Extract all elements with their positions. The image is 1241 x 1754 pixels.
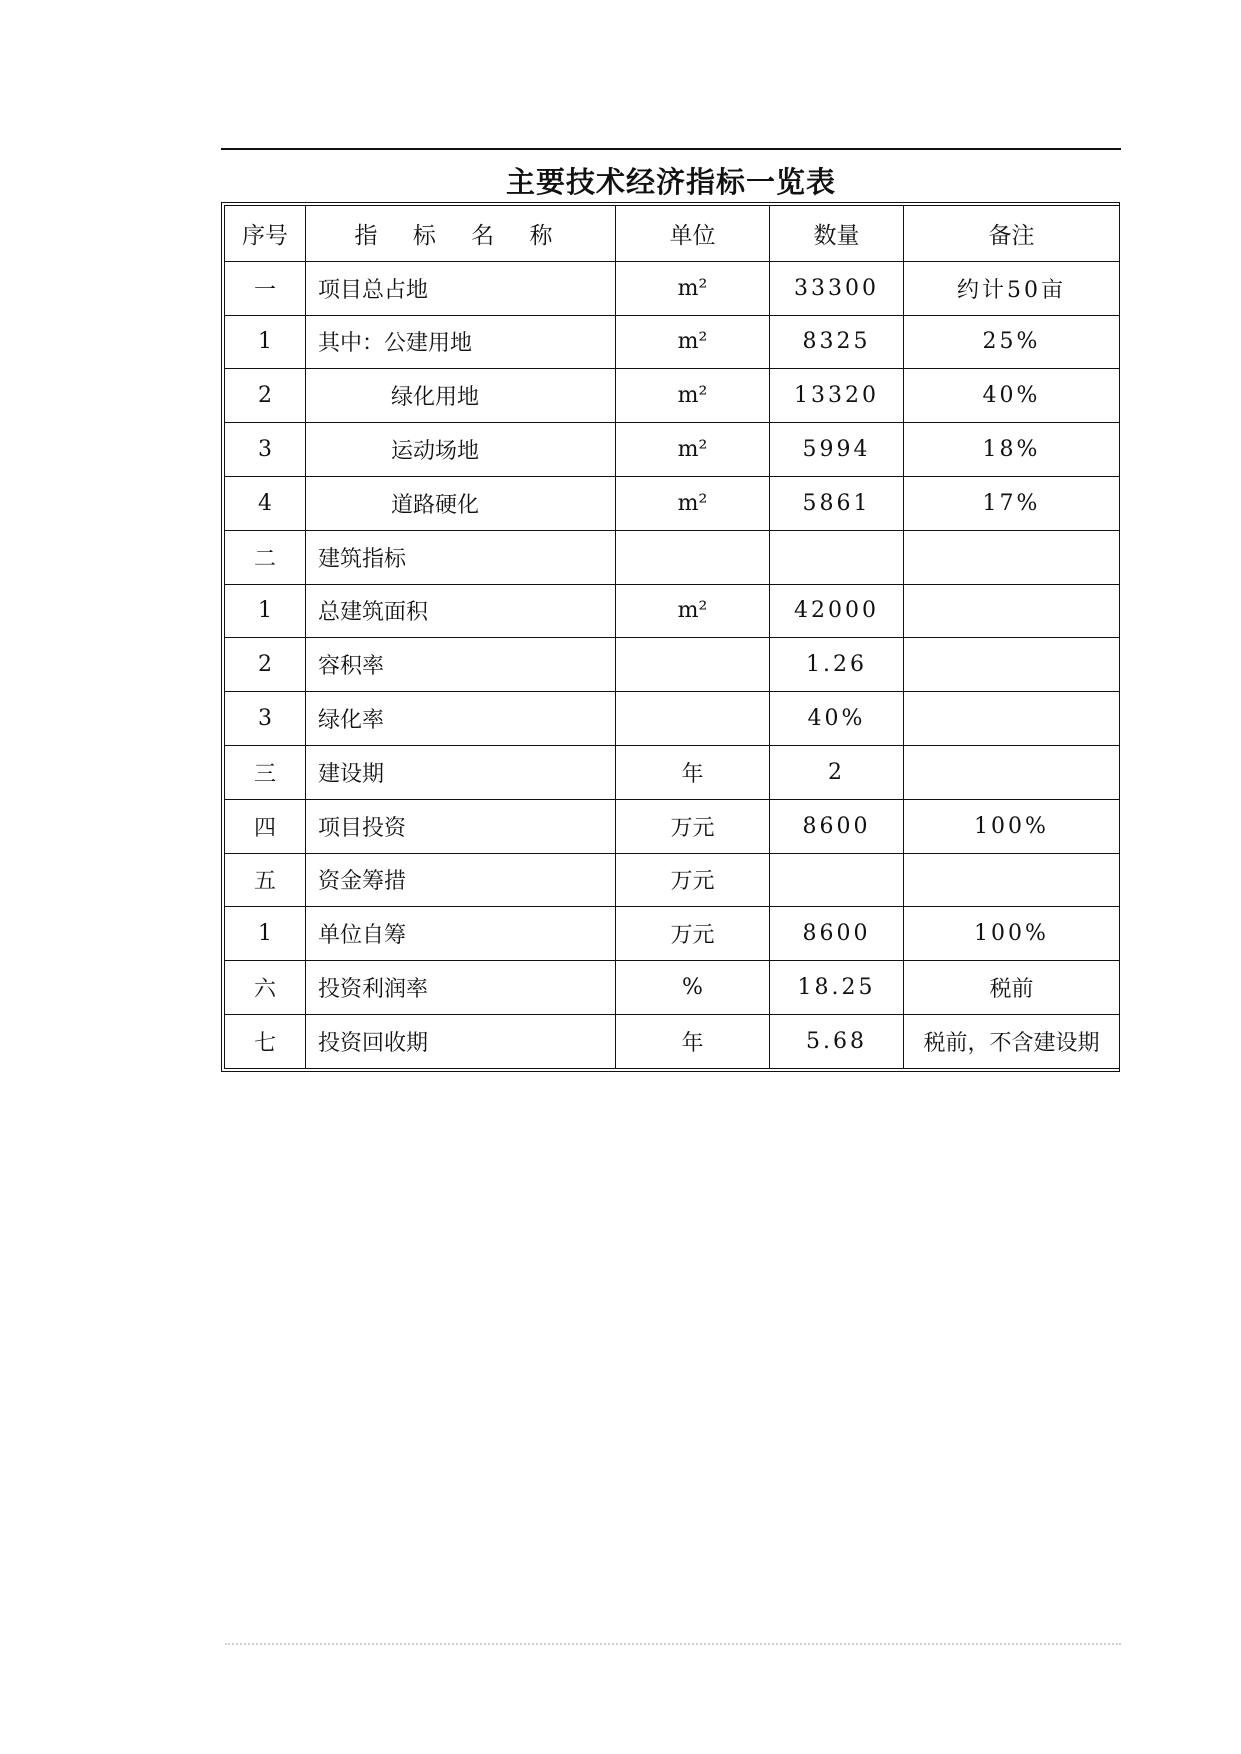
- cell-unit: %: [616, 961, 770, 1015]
- cell-name: 绿化率: [306, 692, 616, 746]
- cell-unit: m²: [616, 315, 770, 369]
- cell-seq: 3: [225, 692, 306, 746]
- cell-qty: 5861: [770, 476, 904, 530]
- cell-note: [904, 530, 1120, 584]
- cell-seq: 四: [225, 799, 306, 853]
- cell-qty: 8325: [770, 315, 904, 369]
- table-row: [225, 799, 1120, 853]
- cell-name: 建设期: [306, 745, 616, 799]
- cell-note: 100%: [904, 799, 1120, 853]
- cell-qty: 5.68: [770, 1014, 904, 1068]
- header-unit: 单位: [616, 206, 770, 262]
- cell-name: 单位自筹: [306, 907, 616, 961]
- table-row: [225, 907, 1120, 961]
- cell-seq: 1: [225, 907, 306, 961]
- cell-seq: 2: [225, 638, 306, 692]
- header-name: 指 标 名 称: [306, 206, 616, 262]
- table-row: [225, 315, 1120, 369]
- cell-seq: 七: [225, 1014, 306, 1068]
- cell-note: 17%: [904, 476, 1120, 530]
- cell-name: 容积率: [306, 638, 616, 692]
- table-row: [225, 1014, 1120, 1068]
- table-row: [225, 584, 1120, 638]
- cell-unit: [616, 692, 770, 746]
- cell-seq: 三: [225, 745, 306, 799]
- cell-unit: m²: [616, 476, 770, 530]
- cell-note: [904, 584, 1120, 638]
- cell-note: 25%: [904, 315, 1120, 369]
- table-header-row: [225, 206, 1120, 262]
- cell-qty: 40%: [770, 692, 904, 746]
- cell-qty: [770, 853, 904, 907]
- cell-seq: 3: [225, 423, 306, 477]
- cell-note: 税前: [904, 961, 1120, 1015]
- cell-unit: m²: [616, 369, 770, 423]
- cell-note: [904, 745, 1120, 799]
- table-row: [225, 853, 1120, 907]
- cell-seq: 2: [225, 369, 306, 423]
- cell-unit: 万元: [616, 907, 770, 961]
- cell-note: 40%: [904, 369, 1120, 423]
- cell-qty: 5994: [770, 423, 904, 477]
- table-row: [225, 745, 1120, 799]
- cell-qty: 33300: [770, 261, 904, 315]
- cell-name: 其中：公建用地: [306, 315, 616, 369]
- cell-name: 投资回收期: [306, 1014, 616, 1068]
- table-row: [225, 961, 1120, 1015]
- cell-unit: m²: [616, 423, 770, 477]
- cell-qty: 8600: [770, 799, 904, 853]
- table-row: [225, 476, 1120, 530]
- cell-note: [904, 638, 1120, 692]
- cell-seq: 五: [225, 853, 306, 907]
- table-row: [225, 692, 1120, 746]
- cell-qty: 8600: [770, 907, 904, 961]
- cell-name: 资金筹措: [306, 853, 616, 907]
- cell-name: 投资利润率: [306, 961, 616, 1015]
- table-title: 主要技术经济指标一览表: [505, 165, 836, 199]
- cell-unit: 万元: [616, 799, 770, 853]
- cell-note: 约计50亩: [904, 261, 1120, 315]
- table-row: [225, 369, 1120, 423]
- header-seq: 序号: [225, 206, 306, 262]
- cell-name: 总建筑面积: [306, 584, 616, 638]
- cell-qty: 42000: [770, 584, 904, 638]
- table-row: [225, 638, 1120, 692]
- cell-seq: 1: [225, 584, 306, 638]
- cell-note: [904, 692, 1120, 746]
- cell-seq: 1: [225, 315, 306, 369]
- cell-name: 运动场地: [306, 423, 616, 477]
- cell-qty: 2: [770, 745, 904, 799]
- footer-dotted-rule: [225, 1643, 1121, 1645]
- indicator-table: [224, 205, 1120, 1069]
- table-row: [225, 423, 1120, 477]
- cell-unit: 年: [616, 1014, 770, 1068]
- cell-note: 100%: [904, 907, 1120, 961]
- cell-unit: [616, 530, 770, 584]
- indicator-table-frame: [221, 202, 1120, 1072]
- cell-note: 18%: [904, 423, 1120, 477]
- header-qty: 数量: [770, 206, 904, 262]
- cell-unit: m²: [616, 584, 770, 638]
- cell-name: 绿化用地: [306, 369, 616, 423]
- table-row: [225, 261, 1120, 315]
- table-row: [225, 530, 1120, 584]
- cell-seq: 六: [225, 961, 306, 1015]
- cell-unit: [616, 638, 770, 692]
- cell-qty: 13320: [770, 369, 904, 423]
- cell-qty: [770, 530, 904, 584]
- cell-name: 道路硬化: [306, 476, 616, 530]
- cell-qty: 18.25: [770, 961, 904, 1015]
- cell-unit: 万元: [616, 853, 770, 907]
- cell-name: 项目投资: [306, 799, 616, 853]
- cell-qty: 1.26: [770, 638, 904, 692]
- cell-name: 项目总占地: [306, 261, 616, 315]
- header-note: 备注: [904, 206, 1120, 262]
- cell-seq: 4: [225, 476, 306, 530]
- cell-note: 税前，不含建设期: [904, 1014, 1120, 1068]
- cell-note: [904, 853, 1120, 907]
- cell-seq: 一: [225, 261, 306, 315]
- cell-seq: 二: [225, 530, 306, 584]
- cell-unit: 年: [616, 745, 770, 799]
- top-rule: [221, 148, 1121, 150]
- cell-unit: m²: [616, 261, 770, 315]
- cell-name: 建筑指标: [306, 530, 616, 584]
